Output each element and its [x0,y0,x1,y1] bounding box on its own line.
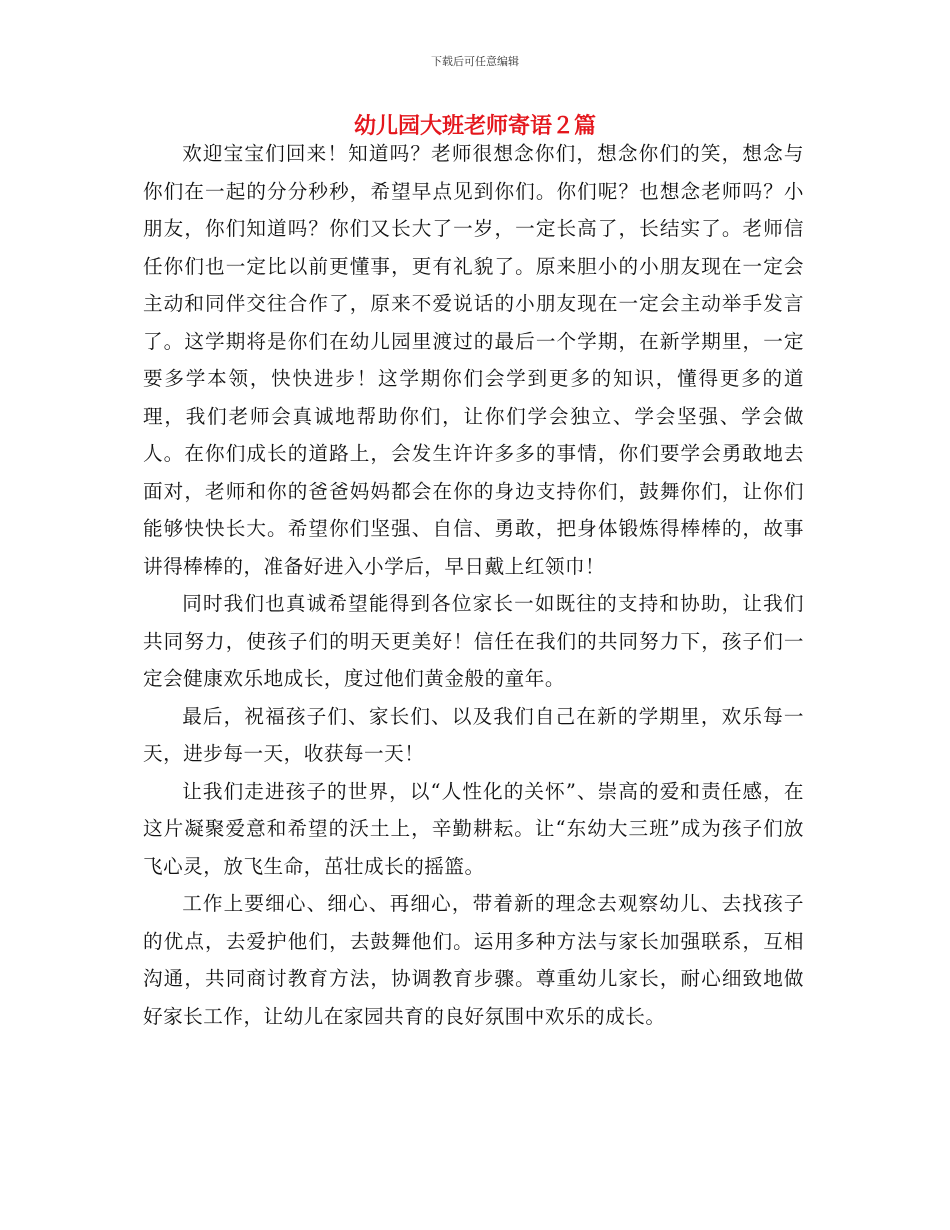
document-title: 幼儿园大班老师寄语２篇 [353,113,596,139]
paragraph-1: 欢迎宝宝们回来！知道吗？老师很想念你们，想念你们的笑，想念与你们在一起的分分秒秒，希望早点见到你们。你们呢？也想念老师吗？小朋友，你们知道吗？你们又长大了一岁，一定长高了，长结实了。老师信任你们也一定比以前更懂事，更有礼貌了。原来胆小的小朋友现在一定会主动和同伴交往合作了，原来不爱说话的小朋友现在一定会主动举手发言了。这学期将是你们在幼儿园里渡过的最后一个学期，在新学期里，一定要多学本领，快快进步！这学期你们会学到更多的知识，懂得更多的道理，我们老师会真诚地帮助你们，让你们学会独立、学会坚强、学会做人。在你们成长的道路上，会发生许许多多的事情，你们要学会勇敢地去面对，老师和你的爸爸妈妈都会在你的身边支持你们，鼓舞你们，让你们能够快快长大。希望你们坚强、自信、勇敢，把身体锻炼得棒棒的，故事讲得棒棒的，准备好进入小学后，早日戴上红领巾！ [143,142,804,578]
paragraph-2: 同时我们也真诚希望能得到各位家长一如既往的支持和协助，让我们共同努力，使孩子们的明天更美好！信任在我们的共同努力下，孩子们一定会健康欢乐地成长，度过他们黄金般的童年。 [143,592,804,690]
document-body [143,135,804,1035]
paragraph-5: 工作上要细心、细心、再细心，带着新的理念去观察幼儿、去找孩子的优点，去爱护他们，去鼓舞他们。运用多种方法与家长加强联系，互相沟通，共同商讨教育方法，协调教育步骤。尊重幼儿家长，耐心细致地做好家长工作，让幼儿在家园共育的良好氛围中欢乐的成长。 [143,892,804,1028]
paragraph-4: 让我们走进孩子的世界，以“人性化的关怀”、崇高的爱和责任感，在这片凝聚爱意和希望的沃土上，辛勤耕耘。让“东幼大三班”成为孩子们放飞心灵，放飞生命，茁壮成长的摇篮。 [143,779,804,878]
paragraph-3: 最后，祝福孩子们、家长们、以及我们自己在新的学期里，欢乐每一天，进步每一天，收获每一天！ [143,704,804,765]
header-note: 下载后可任意编辑 [431,55,519,68]
